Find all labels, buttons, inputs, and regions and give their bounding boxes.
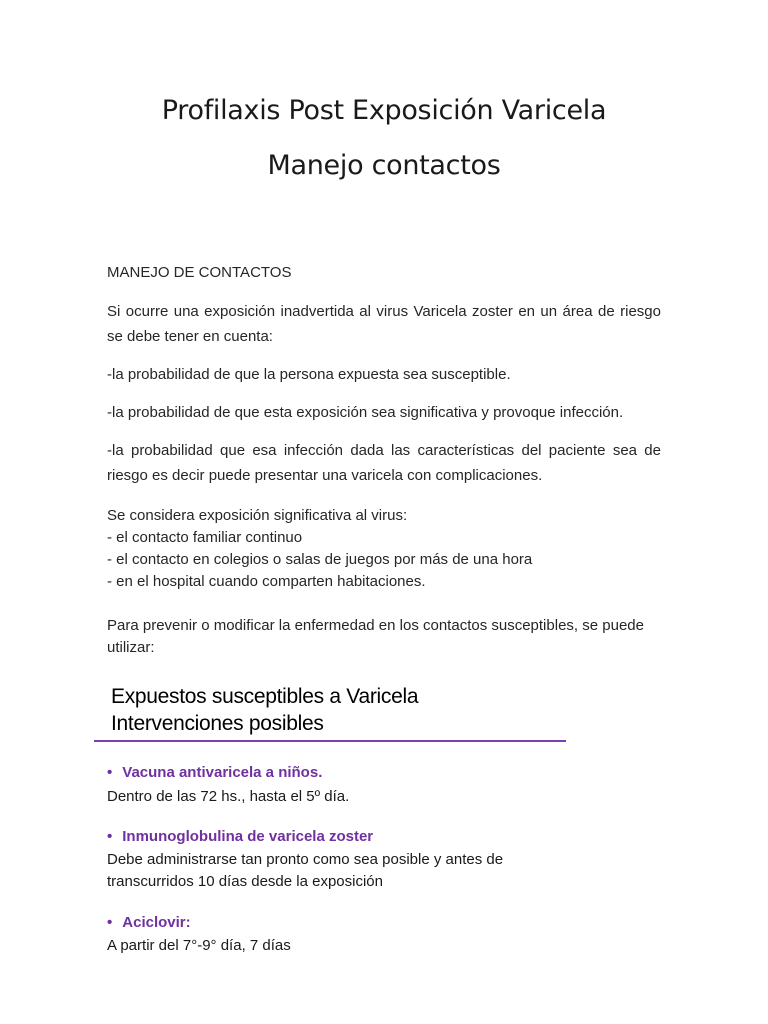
bullet-immunoglobulin-body: Debe administrarse tan pronto como sea posible y antes de transcurridos 10 días desde la exposición: [107, 851, 504, 890]
point-significant: -la probabilidad de que esta exposición sea significativa y provoque infección.: [107, 404, 624, 421]
point-susceptible: -la probabilidad de que la persona expuesta sea susceptible.: [107, 366, 511, 383]
exposure-item: - el contacto en colegios o salas de juegos por más de una hora: [107, 551, 533, 568]
exposure-lead: Se considera exposición significativa al virus:: [107, 507, 408, 524]
section-heading: MANEJO DE CONTACTOS: [107, 264, 292, 281]
document-subtitle: Manejo contactos: [267, 150, 501, 181]
exposure-item: - en el hospital cuando comparten habitaciones.: [107, 573, 426, 590]
bullet-immunoglobulin-heading: [107, 828, 373, 845]
bullet-icon: •: [107, 828, 113, 845]
bullet-heading-text: Vacuna antivaricela a niños.: [122, 764, 323, 781]
document-title: Profilaxis Post Exposición Varicela: [161, 95, 607, 126]
bullet-acyclovir-body: A partir del 7°-9° día, 7 días: [107, 937, 291, 954]
slide-title-line1: Expuestos susceptibles a Varicela: [111, 685, 419, 708]
bullet-acyclovir-heading: [107, 914, 191, 931]
bullet-vaccine-heading: [107, 764, 322, 781]
exposure-item: - el contacto familiar continuo: [107, 529, 303, 546]
point-risk: -la probabilidad que esa infección dada las características del paciente sea de riesgo es decir puede presentar una varicela con complicaciones.: [107, 442, 661, 484]
bullet-vaccine-body: Dentro de las 72 hs., hasta el 5º día.: [107, 788, 350, 805]
slide-title: [111, 683, 631, 737]
bullet-heading-text: Inmunoglobulina de varicela zoster: [122, 828, 374, 845]
bullet-heading-text: Aciclovir:: [122, 914, 191, 931]
slide-title-line2: Intervenciones posibles: [111, 712, 324, 735]
bullet-icon: •: [107, 914, 113, 931]
prevent-paragraph: Para prevenir o modificar la enfermedad en los contactos susceptibles, se puede utilizar:: [107, 617, 644, 656]
bullet-icon: •: [107, 764, 113, 781]
slide-divider: [94, 740, 566, 742]
intro-paragraph: Si ocurre una exposición inadvertida al virus Varicela zoster en un área de riesgo se debe tener en cuenta:: [107, 303, 661, 345]
exposure-list: [107, 505, 661, 593]
